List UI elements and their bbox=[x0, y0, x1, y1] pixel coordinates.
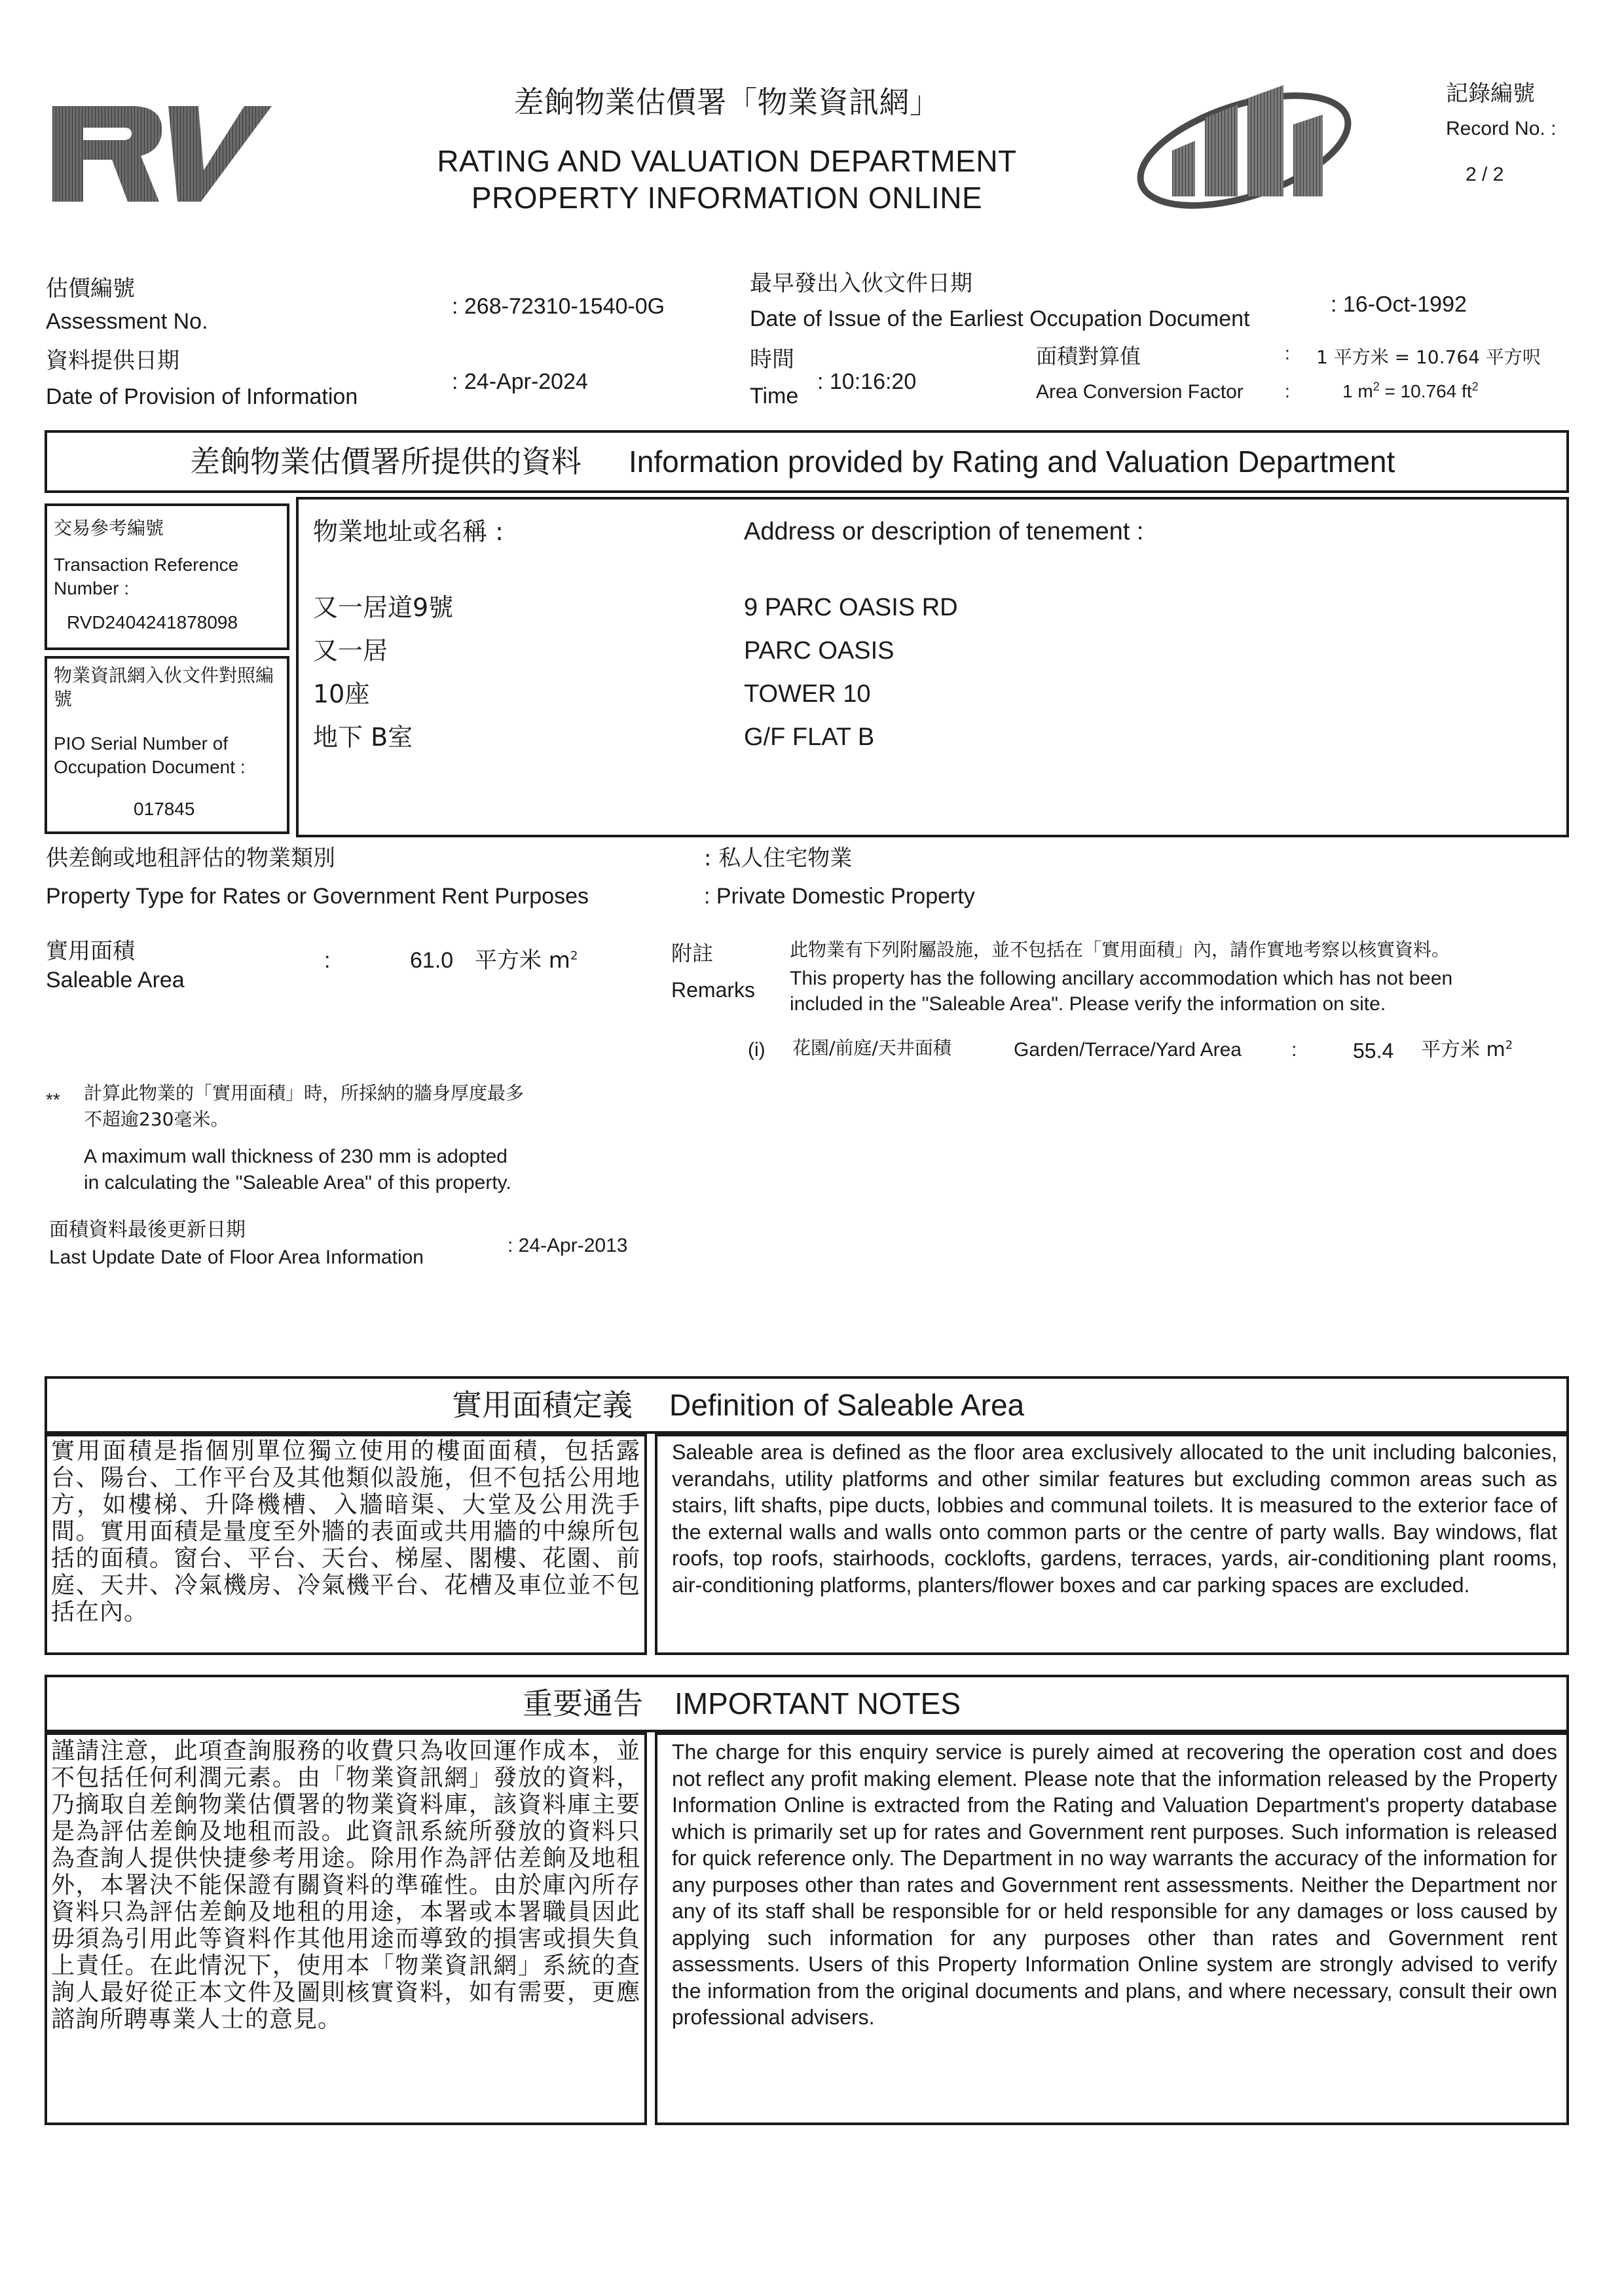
saleable-value: 61.0 bbox=[410, 948, 454, 973]
notes-zh-box bbox=[45, 1732, 647, 2125]
remarks-label-zh: 附註 bbox=[671, 941, 714, 966]
remarks-item-colon: : bbox=[1291, 1039, 1297, 1061]
earliest-label-en: Date of Issue of the Earliest Occupation Document bbox=[750, 306, 1250, 331]
property-type-value-zh: : 私人住宅物業 bbox=[704, 845, 853, 871]
remarks-item-en: Garden/Terrace/Yard Area bbox=[1014, 1039, 1242, 1061]
earliest-label-zh: 最早發出入伙文件日期 bbox=[750, 270, 972, 297]
last-update-value: : 24-Apr-2013 bbox=[507, 1235, 628, 1256]
acf-line-2-b: = 10.764 ft bbox=[1379, 381, 1472, 401]
earliest-value: : 16-Oct-1992 bbox=[1331, 292, 1467, 317]
address-zh-line: 10座 bbox=[313, 680, 370, 708]
transaction-label-en: Transaction Reference Number : bbox=[54, 555, 239, 598]
remarks-text-en-1: This property has the following ancillary accommodation which has not been bbox=[790, 968, 1453, 989]
acf-line-2 bbox=[1342, 380, 1479, 403]
notes-en-box bbox=[655, 1732, 1569, 2125]
address-zh-line: 又一居 bbox=[313, 636, 388, 665]
header-title-zh: 差餉物業估價署「物業資訊網」 bbox=[513, 84, 940, 120]
wall-note-zh-1: 計算此物業的「實用面積」時，所採納的牆身厚度最多 bbox=[84, 1082, 525, 1104]
transaction-label-zh: 交易參考編號 bbox=[54, 517, 164, 539]
provision-label-zh: 資料提供日期 bbox=[46, 348, 179, 374]
definition-text-zh: 實用面積是指個別單位獨立使用的樓面面積，包括露台、陽台、工作平台及其他類似設施，但不包括公用地方，如樓梯、升降機槽、入牆暗渠、大堂及公用洗手間。實用面積是量度至外牆的表面或共用牆的中線所包括的面積。窗台、平台、天台、梯屋、閣樓、花園、前庭、天井、冷氣機房、冷氣機平台、花槽及車位並不包括在內。 bbox=[51, 1438, 640, 1626]
last-update-label-en: Last Update Date of Floor Area Information bbox=[49, 1247, 424, 1268]
info-title-zh: 差餉物業估價署所提供的資料 bbox=[190, 444, 581, 479]
notes-text-en: The charge for this enquiry service is purely aimed at recovering the operation cost and does not reflect any profit making element. Please note that the information released by the Property Information Online is extracted from the Rating and Valuation Department's property database which is primarily set up for rates and Government rent purposes. Such information is released for quick reference only. The Department in no way warrants the accuracy of the information for any purposes other than rates and Government rent assessments. Neither the Department nor any of its staff shall be responsible for or held responsible for any damages or loss caused by applying such information for any purposes other than rates and Government rent assessments. Users of this Property Information Online system are strongly advised to verify the information from the original documents and plans, and where necessary, consult their own professional advisers. bbox=[672, 1740, 1557, 2029]
address-en-line: G/F FLAT B bbox=[744, 723, 875, 751]
acf-label-zh: 面積對算值 bbox=[1036, 344, 1141, 369]
info-title-en: Information provided by Rating and Valuation Department bbox=[629, 445, 1395, 479]
saleable-label-zh: 實用面積 bbox=[46, 938, 135, 964]
pio-box bbox=[45, 656, 289, 834]
assessment-label-zh: 估價編號 bbox=[46, 276, 135, 302]
remarks-text-en-2: included in the "Saleable Area". Please verify the information on site. bbox=[790, 993, 1386, 1015]
acf-label-en: Area Conversion Factor bbox=[1036, 381, 1244, 403]
remarks-item-zh: 花園/前庭/天井面積 bbox=[792, 1037, 951, 1059]
time-label-zh: 時間 bbox=[750, 346, 794, 373]
definition-text-en: Saleable area is defined as the floor area exclusively allocated to the unit including balconies, verandahs, utility platforms and other similar features but excluding common areas such as stairs, lift shafts, pipe ducts, lobbies and communal toilets. It is measured to the exterior face of the external walls and walls onto common parts or the centre of party walls. Bay windows, flat roofs, top roofs, stairhoods, cocklofts, gardens, terraces, yards, air-conditioning plant rooms, air-conditioning platforms, planters/flower boxes and car parking spaces are excluded. bbox=[672, 1440, 1557, 1597]
pio-value: 017845 bbox=[134, 799, 195, 819]
wall-note-marker: ** bbox=[46, 1089, 60, 1110]
record-no-value: 2 / 2 bbox=[1466, 164, 1504, 185]
assessment-label-en: Assessment No. bbox=[46, 309, 208, 334]
address-label-zh: 物業地址或名稱 : bbox=[313, 517, 504, 546]
definition-zh-box bbox=[45, 1434, 647, 1655]
header-title-en-1: RATING AND VALUATION DEPARTMENT bbox=[437, 144, 1017, 178]
address-en-line: TOWER 10 bbox=[744, 680, 871, 708]
acf-colon-2: : bbox=[1285, 381, 1290, 401]
pio-label-en: PIO Serial Number of Occupation Document : bbox=[54, 733, 246, 777]
remarks-label-en: Remarks bbox=[671, 978, 756, 1002]
transaction-box bbox=[45, 503, 289, 650]
notes-title-en: IMPORTANT NOTES bbox=[674, 1686, 961, 1721]
address-box bbox=[296, 497, 1569, 837]
time-value: : 10:16:20 bbox=[817, 369, 917, 394]
definition-title-zh: 實用面積定義 bbox=[452, 1387, 633, 1423]
remarks-item-unit-sup: 2 bbox=[1505, 1038, 1513, 1052]
property-type-value-en: : Private Domestic Property bbox=[704, 884, 975, 909]
buildings-logo bbox=[1133, 79, 1369, 210]
rv-logo bbox=[49, 98, 272, 210]
remarks-item-no: (i) bbox=[748, 1039, 766, 1061]
remarks-item-value: 55.4 bbox=[1353, 1039, 1394, 1063]
remarks-item-unit-text: 平方米 m bbox=[1421, 1038, 1505, 1061]
saleable-unit-sup: 2 bbox=[570, 949, 578, 963]
definition-title-box bbox=[45, 1376, 1569, 1434]
acf-sup-a: 2 bbox=[1373, 380, 1380, 393]
remarks-text-zh: 此物業有下列附屬設施，並不包括在「實用面積」內，請作實地考察以核實資料。 bbox=[790, 939, 1450, 960]
saleable-unit bbox=[475, 947, 578, 974]
buildings-logo-icon bbox=[1133, 79, 1369, 210]
address-label-en: Address or description of tenement : bbox=[744, 518, 1144, 545]
notes-title-box bbox=[45, 1675, 1569, 1732]
last-update-label-zh: 面積資料最後更新日期 bbox=[49, 1218, 246, 1241]
address-en-line: 9 PARC OASIS RD bbox=[744, 594, 958, 621]
saleable-label-en: Saleable Area bbox=[46, 968, 185, 993]
notes-text-zh: 謹請注意，此項查詢服務的收費只為收回運作成本，並不包括任何利潤元素。由「物業資訊網」發放的資料，乃摘取自差餉物業估價署的物業資料庫，該資料庫主要是為評估差餉及地租而設。此資訊系統所發放的資料只為查詢人提供快捷參考用途。除用作為評估差餉及地租外，本署決不能保證有關資料的準確性。由於庫內所存資料只為評估差餉及地租的用途，本署或本署職員因此毋須為引用此等資料作其他用途而導致的損害或損失負上責任。在此情況下，使用本「物業資訊網」系統的查詢人最好從正本文件及圖則核實資料，如有需要，更應諮詢所聘專業人士的意見。 bbox=[51, 1738, 640, 2033]
saleable-colon: : bbox=[324, 948, 331, 973]
provision-label-en: Date of Provision of Information bbox=[46, 384, 358, 409]
acf-line-2-a: 1 m bbox=[1342, 381, 1373, 401]
assessment-value: : 268-72310-1540-0G bbox=[452, 294, 665, 319]
provision-value: : 24-Apr-2024 bbox=[452, 369, 588, 394]
wall-note-en-1: A maximum wall thickness of 230 mm is adopted bbox=[84, 1146, 507, 1167]
acf-sup-b: 2 bbox=[1471, 380, 1479, 393]
address-zh-line: 地下 B室 bbox=[313, 723, 413, 752]
transaction-value: RVD2404241878098 bbox=[67, 612, 238, 632]
definition-title-en: Definition of Saleable Area bbox=[669, 1388, 1025, 1422]
record-no-label-zh: 記錄編號 bbox=[1446, 81, 1535, 107]
rv-logo-icon bbox=[49, 98, 272, 210]
notes-title-zh: 重要通告 bbox=[523, 1686, 643, 1721]
wall-note-zh-2: 不超逾230毫米。 bbox=[84, 1108, 229, 1130]
acf-line-1: 1 平方米 = 10.764 平方呎 bbox=[1316, 346, 1541, 368]
info-title-box bbox=[45, 430, 1569, 493]
time-label-en: Time bbox=[750, 384, 799, 409]
address-zh-line: 又一居道9號 bbox=[313, 593, 454, 622]
remarks-item-unit bbox=[1421, 1038, 1513, 1063]
header-title-en-2: PROPERTY INFORMATION ONLINE bbox=[471, 181, 983, 215]
wall-note-en-2: in calculating the "Saleable Area" of this property. bbox=[84, 1172, 511, 1194]
pio-label-zh: 物業資訊網入伙文件對照編號 bbox=[54, 665, 274, 710]
property-type-label-zh: 供差餉或地租評估的物業類別 bbox=[46, 845, 335, 871]
definition-en-box bbox=[655, 1434, 1569, 1655]
saleable-unit-text: 平方米 m bbox=[475, 947, 570, 974]
acf-colon-1: : bbox=[1285, 343, 1290, 363]
record-no-label-en: Record No. : bbox=[1446, 118, 1557, 139]
address-en-line: PARC OASIS bbox=[744, 637, 895, 665]
property-type-label-en: Property Type for Rates or Government Rent Purposes bbox=[46, 884, 589, 909]
